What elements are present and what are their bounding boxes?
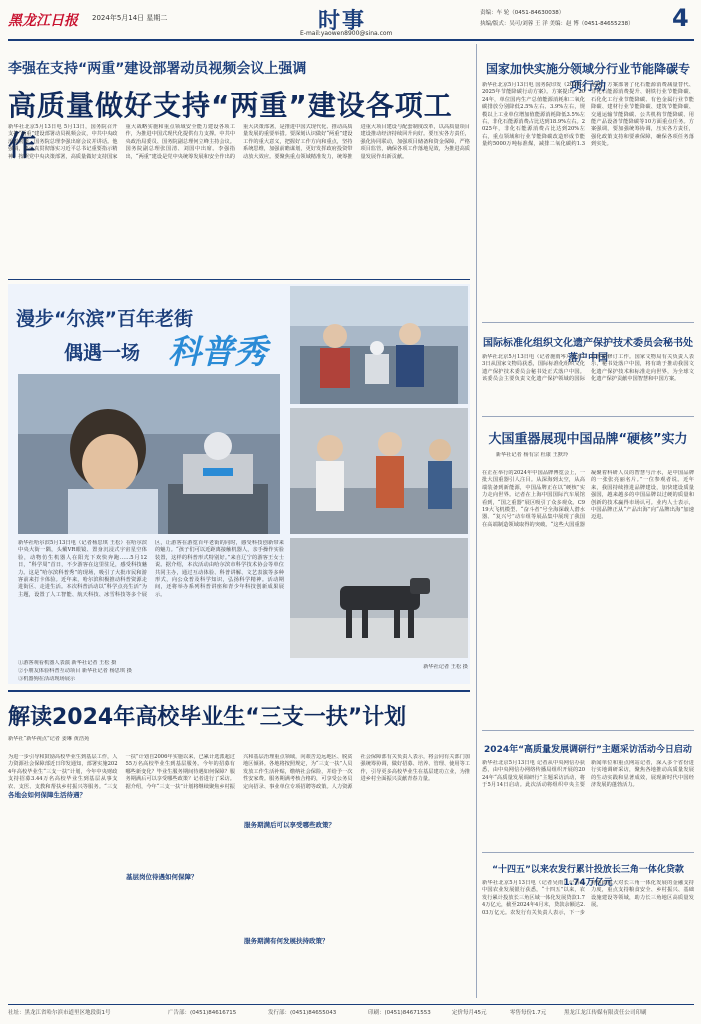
sidebar-article4-body: 新华社北京5月13日电 记者从中央网信办获悉，由中央网信办网络传播局组织开展的2024年“高质量发展调研行”主题采访活动，将于5月14日启动。此次活动将组织中央主要新闻单位和重点网站记者，深入多个省份进行实地调研采访，聚焦各地推动高质量发展的生动实践和显著成效，展现新时代中国经济发展的蓬勃活力。 xyxy=(482,760,694,789)
sidebar-rule-4 xyxy=(482,852,694,853)
footer-printer: 黑龙江龙江传媒有限责任公司印刷 xyxy=(564,1010,647,1016)
graduates-subhead-2: 基层岗位待遇如何保障？ xyxy=(126,873,198,881)
footer-distribution-phone: 发行部：(0451)84655043 xyxy=(268,1010,337,1016)
graduates-headline: 解读2024年高校毕业生“三支一扶”计划 xyxy=(8,705,407,730)
sidebar-article3-body: 在正在举行的2024年中国品牌博览会上，一批大国重器引人注目。从深海到太空，从高端装备到新能源，中国品牌正在以“硬核”实力走向世界。记者在上海中国国际汽车展馆看到，“国之重器”展区吸引了众多观众。C919大飞机模型、“奋斗者”号全海深载人潜水器、“复兴号”动车组等展品集中展现了我国在高端制造领域取得的突破。“这些大国重器凝聚着科研人员的智慧与汗水，是中国品牌的一张张亮丽名片。”一位参观者说。近年来，我国持续推进品牌建设，加快建设质量强国，越来越多的中国品牌以过硬的质量和创新的技术赢得市场认可。业内人士表示，中国品牌正从“产品出海”向“品牌出海”加速迈进。 xyxy=(482,470,694,528)
footer-printing-phone: 印刷：(0451)84671553 xyxy=(368,1010,431,1016)
page-number: 4 xyxy=(672,4,689,32)
feature-body: 新华社哈尔滨5月13日电（记者杨思琪 王松）在哈尔滨中央大街一隅，头戴VR眼镜、置身沉浸式宇宙星空体验，动物仿生机器人在阳光下欢快奔跑……5月12日，“科学周”首日，不少游客在这里驻足，感受科技魅力。这是“哈尔滨科普秀”的现场，吸引了大批市民和游客前来打卡体验。近年来，哈尔滨积极推动科普资源走进街区、走进生活。本次科普活动以“科学点亮生活”为主题，设置了人工智能、航天科技、冰雪科技等多个展区，让游客在游览百年老街的同时，感受科技创新带来的魅力。“孩子们可以近距离接触机器人，亲手操作实验装置，这样的科普形式特别好。”来自辽宁的游客王女士说。据介绍，本次活动由哈尔滨市科学技术协会等单位共同主办，通过互动体验、科普讲解、文艺表演等多种形式，向公众普及科学知识，弘扬科学精神。活动期间，还将举办系列科普讲座和青少年科技创新成果展示。 xyxy=(18,540,284,598)
sidebar-article5-title: “十四五”以来农发行累计投放长三角一体化贷款1.74万亿元 xyxy=(492,865,684,888)
feature-photo-main xyxy=(290,286,468,404)
section-title: 时事 xyxy=(318,9,367,34)
graduates-byline: 新华社“新华视点”记者 姜琳 黄浩苑 xyxy=(8,736,90,742)
footer xyxy=(8,1008,694,1020)
feature-box xyxy=(8,284,470,684)
graduates-subhead-3: 服务期满后可以享受哪些政策？ xyxy=(244,821,335,829)
footer-address: 社址：黑龙江省哈尔滨市道里区地段街1号 xyxy=(8,1010,111,1016)
feature-bottom-rule xyxy=(8,690,470,692)
feature-caption-1: ①游客观看机器人表演 新华社记者 王松 摄 xyxy=(18,660,117,666)
editors-line-1: 责编：车 轮（0451-84630038） xyxy=(480,10,565,16)
sidebar-rule-2 xyxy=(482,416,694,417)
sidebar-article5-body: 新华社北京5月13日电（记者吴雨）记者从中国农业发展银行获悉，“十四五”以来，农发行累计投放长三角区域一体化发展贷款1.74万亿元，截至2024年4月末，贷款余额达2.03万亿元。农发行有关负责人表示，下一步将继续加大对长三角一体化发展的金融支持力度，重点支持粮食安全、乡村振兴、基础设施建设等领域，助力长三角地区高质量发展。 xyxy=(482,880,694,916)
graduates-body: 为进一步引导和鼓励高校毕业生到基层工作，人力资源社会保障部近日印发通知，部署实施2024年高校毕业生“三支一扶”计划，今年中央财政支持招募3.44万名高校毕业生到基层从事支农、支医、支教和帮扶乡村振兴等服务。“三支一扶”计划自2006年实施以来，已累计选派超过55万名高校毕业生到基层服务。今年的招募有哪些新变化？毕业生服务期间待遇如何保障？服务期满后可以享受哪些政策？记者进行了采访。据介绍，今年“三支一扶”计划将继续聚焦乡村振兴和基层治理重点领域，向艰苦边远地区、脱贫地区倾斜。各地将按照规定，为“三支一扶”人员发放工作生活补贴，缴纳社会保险，并给予一次性安家费。服务期满考核合格的，可享受公务员定向招录、事业单位专项招聘等政策。人力资源社会保障部有关负责人表示，将会同有关部门加强统筹协调，做好招募、培养、管理、使用等工作，引导更多高校毕业生在基层建功立业，为推进乡村全面振兴贡献青春力量。 xyxy=(8,754,470,790)
sidebar-article2-body: 新华社北京5月13日电（记者施雨岑）记者13日从国家文物局获悉，国际标准化组织文化遗产保护技术委员会秘书处正式落户中国。该委员会主要负责文化遗产保护领域的国际标准制修订工作。国家文物局有关负责人表示，秘书处落户中国，将有助于推动我国文化遗产保护技术和标准走向世界，为全球文化遗产保护贡献中国智慧和中国方案。 xyxy=(482,354,694,383)
masthead xyxy=(0,0,701,38)
sidebar-article1-body: 新华社北京5月13日电 国务院印发《2024—2025年节能降碳行动方案》。方案提出，2024年，单位国内生产总值能源消耗和二氧化碳排放分别降低2.5%左右、3.9%左右，规模以上工业单位增加值能源消耗降低3.5%左右，非化石能源消费占比达到18.9%左右。2025年，非化石能源消费占比达到20%左右，重点领域和行业节能降碳改造形成节能量约5000万吨标准煤，减排二氧化碳约1.3亿吨。方案部署了化石能源消费减量替代、非化石能源消费提升、钢铁行业节能降碳、石化化工行业节能降碳、有色金属行业节能降碳、建材行业节能降碳、建筑节能降碳、交通运输节能降碳、公共机构节能降碳、用能产品设备节能降碳等10方面重点任务。方案强调，要加强统筹协调，压实各方责任，强化政策支持和要素保障，确保各项任务落到实处。 xyxy=(482,82,694,148)
sidebar-rule-1 xyxy=(482,322,694,323)
feature-photo-middle xyxy=(290,408,468,534)
newspaper-logo: 黑龙江日报 xyxy=(8,13,78,29)
masthead-rule xyxy=(8,39,694,41)
graduates-subhead-4: 服务期满有何发展扶持政策？ xyxy=(244,937,329,945)
feature-caption-2: ②小朋友体验科普互动项目 新华社记者 杨思琪 摄 xyxy=(18,668,132,674)
lead-headline: 高质量做好支持“两重”建设各项工作 xyxy=(8,89,453,162)
sidebar-article4-title: 2024年“高质量发展调研行”主题采访活动今日启动 xyxy=(484,745,692,755)
feature-caption-3: ③机器狗在活动现场展示 xyxy=(18,676,76,682)
sidebar-divider xyxy=(476,44,477,998)
footer-price: 定价每月45元 xyxy=(452,1010,487,1016)
lead-bottom-rule xyxy=(8,279,470,280)
sidebar-article1-title: 国家加快实施分领域分行业节能降碳专项行动 xyxy=(485,62,690,93)
sidebar-article2-title: 国际标准化组织文化遗产保护技术委员会秘书处落户中国 xyxy=(483,338,693,364)
footer-rule xyxy=(8,1004,694,1005)
feature-photo-credit: 新华社记者 王松 摄 xyxy=(423,664,468,670)
feature-title-line1: 漫步“尔滨”百年老街 xyxy=(16,308,193,330)
lead-body: 新华社北京5月13日电 5月13日，国务院召开支持“两重”建设部署动员视频会议，中共中央政治局常委、国务院总理李强出席会议并讲话。他强调，要认真贯彻落实习近平总书记重要指示精神，按照党中央决策部署，高质量做好支持国家重大战略实施和重点领域安全能力建设各项工作，为推进中国式现代化提供有力支撑。中共中央政治局委员、国务院副总理何立峰主持会议。国务院副总理张国清、刘国中出席。李强指出，“两重”建设是党中央统筹发展和安全作出的重大决策部署，是推进中国式现代化、推动高质量发展的重要举措。要深刻认识做好“两重”建设工作的重大意义，把握好工作方向和重点，坚持系统思维，加强前瞻谋划，更好发挥政府投资带动放大效应。要聚焦重点领域精准发力，统筹推进重大项目建设与配套制度改革，以高质量项目建设推动经济持续回升向好。要压实各方责任，强化协同联动，加强项目储备和资金保障，严格项目监管，确保各项工作落地见效，为推进高质量发展作出新贡献。 xyxy=(8,124,470,160)
graduates-subhead-1: 各地会如何保障生活待遇？ xyxy=(8,791,86,799)
sidebar-rule-3 xyxy=(482,730,694,731)
sidebar-article3-title: 大国重器展现中国品牌“硬核”实力 xyxy=(488,432,688,447)
lead-kicker: 李强在支持“两重”建设部署动员视频会议上强调 xyxy=(8,61,307,77)
feature-photo-robot-dog xyxy=(290,538,468,658)
sidebar-article3-byline: 新华社记者 杨有宗 杜康 王默玲 xyxy=(495,452,569,458)
section-email: E-mail:yaowen8900@sina.com xyxy=(300,30,393,37)
issue-date: 2024年5月14日 星期二 xyxy=(92,14,168,22)
footer-retail-price: 零售每份1.7元 xyxy=(510,1010,547,1016)
footer-ad-phone: 广告部：(0451)84616715 xyxy=(168,1010,237,1016)
feature-title-highlight: 科普秀 xyxy=(168,332,267,371)
editors-line-2: 执编/版式：吴可/刘蓉 王 洋 美编：赵 博（0451-84655238） xyxy=(480,21,634,27)
feature-title-line2: 偶遇一场 xyxy=(64,342,141,364)
feature-photo-large xyxy=(18,374,280,534)
